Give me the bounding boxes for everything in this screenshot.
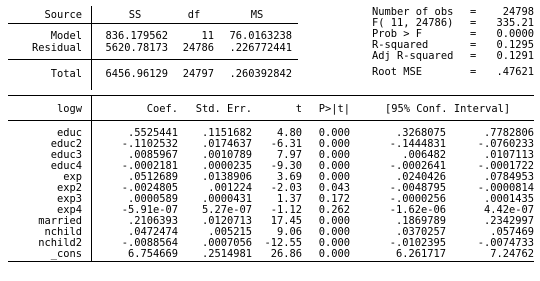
coef-p: 0.262 bbox=[318, 204, 350, 216]
coef-value: -5.91e-07 bbox=[121, 204, 178, 216]
coef-ci-low: .3268075 bbox=[395, 127, 446, 139]
coef-header-t: t bbox=[295, 103, 302, 115]
stat-label: Prob > F bbox=[372, 28, 423, 40]
coef-p: 0.000 bbox=[318, 138, 350, 150]
stat-label: Number of obs bbox=[372, 6, 454, 18]
coef-var: nchild bbox=[44, 226, 82, 238]
coef-var: married bbox=[38, 215, 82, 227]
anova-header-ss: SS bbox=[128, 9, 142, 21]
anova-total-ss: 6456.96129 bbox=[105, 68, 168, 80]
coef-header-coef: Coef. bbox=[146, 103, 178, 115]
coef-ci-high: 7.24762 bbox=[490, 248, 534, 260]
coef-t: 26.86 bbox=[270, 248, 302, 260]
coef-p: 0.172 bbox=[318, 193, 350, 205]
coef-ci-high: -.0001722 bbox=[477, 160, 534, 172]
coef-value: 6.754669 bbox=[127, 248, 178, 260]
stat-equals: = bbox=[470, 66, 477, 78]
coef-var: exp4 bbox=[56, 204, 82, 216]
coef-p: 0.000 bbox=[318, 160, 350, 172]
anova-header-source: Source bbox=[44, 9, 82, 21]
coef-t: 7.97 bbox=[276, 149, 302, 161]
coef-ci-high: -.0000814 bbox=[477, 182, 534, 194]
anova-header-ms: MS bbox=[250, 9, 264, 21]
stat-value: 0.1295 bbox=[496, 39, 534, 51]
coef-var: educ4 bbox=[50, 160, 82, 172]
coef-se: .001224 bbox=[208, 182, 252, 194]
coef-se: .0138906 bbox=[201, 171, 252, 183]
anova-total-label: Total bbox=[50, 68, 82, 80]
stat-equals: = bbox=[470, 17, 477, 29]
coef-se: .2514981 bbox=[201, 248, 252, 260]
coef-header-se: Std. Err. bbox=[195, 103, 252, 115]
coef-p: 0.043 bbox=[318, 182, 350, 194]
anova-row-df: 11 bbox=[201, 30, 214, 42]
coef-se: .005215 bbox=[208, 226, 252, 238]
coef-top-rule bbox=[8, 95, 534, 96]
coef-ci-low: .0240426 bbox=[395, 171, 446, 183]
anova-row-ms: .226772441 bbox=[229, 42, 292, 54]
stat-value: 24798 bbox=[502, 6, 534, 18]
anova-row-ss: 836.179562 bbox=[105, 30, 168, 42]
anova-row-ms: 76.0163238 bbox=[229, 30, 292, 42]
coef-t: -6.31 bbox=[270, 138, 302, 150]
coef-t: -2.03 bbox=[270, 182, 302, 194]
coef-ci-high: .057469 bbox=[490, 226, 534, 238]
coef-ci-high: .0784953 bbox=[483, 171, 534, 183]
coef-se: .0007056 bbox=[201, 237, 252, 249]
coef-p: 0.000 bbox=[318, 127, 350, 139]
coef-var: _cons bbox=[50, 248, 82, 260]
coef-se: .0000235 bbox=[201, 160, 252, 172]
stat-value: 0.0000 bbox=[496, 28, 534, 40]
coef-ci-high: .2342997 bbox=[483, 215, 534, 227]
coef-ci-low: -.1444831 bbox=[389, 138, 446, 150]
coef-t: 3.69 bbox=[276, 171, 302, 183]
coef-ci-low: -.0000256 bbox=[389, 193, 446, 205]
coef-var: nchild2 bbox=[38, 237, 82, 249]
stat-equals: = bbox=[470, 6, 477, 18]
coef-value: .5525441 bbox=[127, 127, 178, 139]
coef-p: 0.000 bbox=[318, 149, 350, 161]
coef-ci-high: .0001435 bbox=[483, 193, 534, 205]
coef-ci-high: -.0074733 bbox=[477, 237, 534, 249]
stat-value: 0.1291 bbox=[496, 50, 534, 62]
coef-value: -.1102532 bbox=[121, 138, 178, 150]
coef-se: .0174637 bbox=[201, 138, 252, 150]
coef-ci-low: .1869789 bbox=[395, 215, 446, 227]
coef-ci-high: 4.42e-07 bbox=[483, 204, 534, 216]
stat-value: .47621 bbox=[496, 66, 534, 78]
coef-header-var: logw bbox=[56, 103, 82, 115]
coef-var: exp bbox=[63, 171, 82, 183]
coef-p: 0.000 bbox=[318, 171, 350, 183]
coef-var: educ2 bbox=[50, 138, 82, 150]
coef-t: 1.37 bbox=[276, 193, 302, 205]
stat-label: Root MSE bbox=[372, 66, 423, 78]
coef-p: 0.000 bbox=[318, 215, 350, 227]
coef-se: .1151682 bbox=[201, 127, 252, 139]
coef-value: .0085967 bbox=[127, 149, 178, 161]
coef-ci-low: -.0048795 bbox=[389, 182, 446, 194]
coef-var: educ3 bbox=[50, 149, 82, 161]
coef-t: 4.80 bbox=[276, 127, 302, 139]
coef-var: exp2 bbox=[56, 182, 82, 194]
coef-t: 9.06 bbox=[276, 226, 302, 238]
anova-row-df: 24786 bbox=[182, 42, 214, 54]
coef-p: 0.000 bbox=[318, 237, 350, 249]
coef-value: .0512689 bbox=[127, 171, 178, 183]
coef-value: -.0088564 bbox=[121, 237, 178, 249]
anova-total-ms: .260392842 bbox=[229, 68, 292, 80]
anova-row-label: Residual bbox=[31, 42, 82, 54]
coef-value: .0472474 bbox=[127, 226, 178, 238]
coef-p: 0.000 bbox=[318, 226, 350, 238]
coef-ci-low: -.0002641 bbox=[389, 160, 446, 172]
coef-var: exp3 bbox=[56, 193, 82, 205]
stat-equals: = bbox=[470, 28, 477, 40]
coef-t: -9.30 bbox=[270, 160, 302, 172]
stat-label: Adj R-squared bbox=[372, 50, 454, 62]
coef-bottom-rule bbox=[8, 261, 534, 262]
coef-value: -.0024805 bbox=[121, 182, 178, 194]
stat-label: R-squared bbox=[372, 39, 429, 51]
coef-ci-low: -1.62e-06 bbox=[389, 204, 446, 216]
coef-ci-high: .7782806 bbox=[483, 127, 534, 139]
coef-t: -1.12 bbox=[270, 204, 302, 216]
stat-label: F( 11, 24786) bbox=[372, 17, 454, 29]
stat-equals: = bbox=[470, 39, 477, 51]
anova-header-rule bbox=[8, 23, 298, 24]
coef-p: 0.000 bbox=[318, 248, 350, 260]
coef-t: -12.55 bbox=[264, 237, 302, 249]
coef-ci-low: -.0102395 bbox=[389, 237, 446, 249]
coef-se: .0000431 bbox=[201, 193, 252, 205]
coef-se: .0010789 bbox=[201, 149, 252, 161]
coef-se: 5.27e-07 bbox=[201, 204, 252, 216]
coef-ci-low: .006482 bbox=[402, 149, 446, 161]
coef-value: -.0002181 bbox=[121, 160, 178, 172]
coef-header-ci: [95% Conf. Interval] bbox=[385, 103, 511, 115]
coef-value: .0000589 bbox=[127, 193, 178, 205]
coef-value: .2106393 bbox=[127, 215, 178, 227]
anova-header-df: df bbox=[187, 9, 201, 21]
coef-header-p: P>|t| bbox=[318, 103, 350, 115]
coef-ci-low: 6.261717 bbox=[395, 248, 446, 260]
coef-ci-high: -.0760233 bbox=[477, 138, 534, 150]
coef-t: 17.45 bbox=[270, 215, 302, 227]
stat-value: 335.21 bbox=[496, 17, 534, 29]
anova-total-rule bbox=[8, 59, 298, 60]
coef-var: educ bbox=[56, 127, 82, 139]
anova-total-df: 24797 bbox=[182, 68, 214, 80]
coef-ci-low: .0370257 bbox=[395, 226, 446, 238]
coef-ci-high: .0107113 bbox=[483, 149, 534, 161]
anova-row-label: Model bbox=[50, 30, 82, 42]
anova-row-ss: 5620.78173 bbox=[105, 42, 168, 54]
coef-se: .0120713 bbox=[201, 215, 252, 227]
coef-header-rule bbox=[8, 120, 534, 121]
stat-equals: = bbox=[470, 50, 477, 62]
